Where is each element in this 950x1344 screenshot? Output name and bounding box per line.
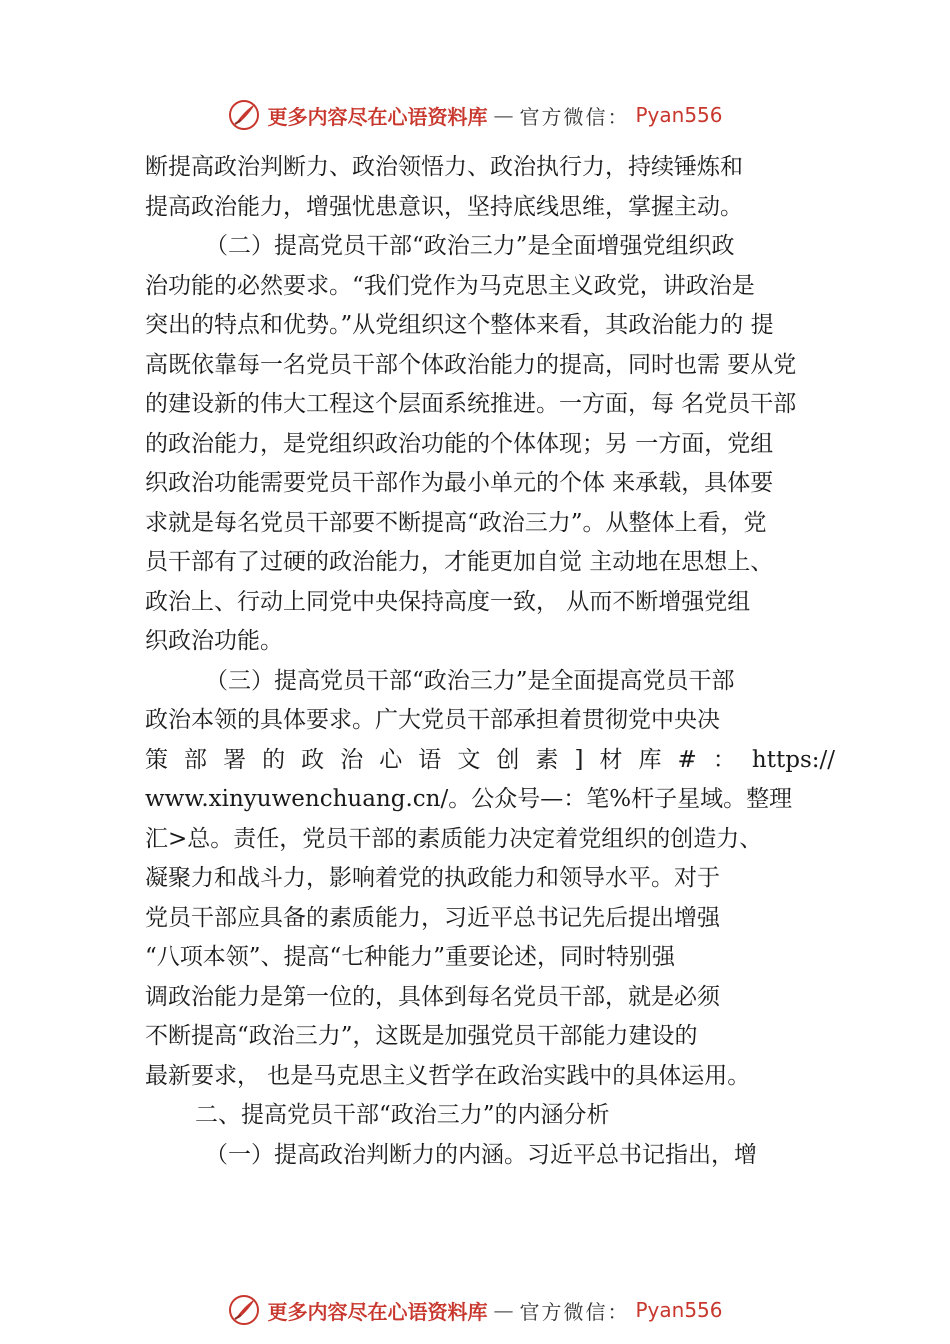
text-line: 求就是每名党员干部要不断提高“政治三力”。从整体上看，党 xyxy=(145,509,767,536)
paragraph-heading: （一）提高政治判断力的内涵。习近平总书记指出，增 xyxy=(205,1141,757,1168)
footer-banner xyxy=(0,1290,950,1330)
text-line: 最新要求， 也是马克思主义哲学在政治实践中的具体运用。 xyxy=(145,1062,751,1089)
header-brand: 更多内容尽在心语资料库 xyxy=(267,104,488,129)
text-line: 的建设新的伟大工程这个层面系统推进。一方面，每 名党员干部 xyxy=(145,391,797,417)
header-wechat-id: Pyan556 xyxy=(635,103,723,127)
text-line: 断提高政治判断力、政治领悟力、政治执行力，持续锤炼和 xyxy=(145,154,743,180)
text-line: 员干部有了过硬的政治能力，才能更加自觉 主动地在思想上、 xyxy=(145,549,774,575)
text-line: 政治上、行动上同党中央保持高度一致， 从而不断增强党组 xyxy=(145,588,751,615)
text-line: 织政治功能。 xyxy=(145,628,283,654)
paragraph-heading: （二）提高党员干部“政治三力”是全面增强党组织政 xyxy=(205,233,735,259)
footer-dash: — xyxy=(493,1298,514,1322)
document-body xyxy=(145,148,835,1175)
text-line: www.xinyuwenchuang.cn/。公众号—：笔%杆子星域。整理 xyxy=(145,786,793,812)
header-official-label: 官方微信： xyxy=(519,104,630,129)
footer-brand: 更多内容尽在心语资料库 xyxy=(267,1299,488,1324)
text-line: “八项本领”、提高“七种能力”重要论述，同时特别强 xyxy=(145,944,676,970)
text-line: 织政治功能需要党员干部作为最小单元的个体 来承载，具体要 xyxy=(145,470,774,496)
text-line: 政治本领的具体要求。广大党员干部承担着贯彻党中央决 xyxy=(145,707,720,733)
text-line: 的政治能力，是党组织政治功能的个体体现；另 一方面，党组 xyxy=(145,430,774,457)
text-line: 突出的特点和优势。”从党组织这个整体来看，其政治能力的 提 xyxy=(145,312,774,338)
text-line: 凝聚力和战斗力，影响着党的执政能力和领导水平。对于 xyxy=(145,865,720,891)
footer-official-label: 官方微信： xyxy=(519,1299,630,1324)
text-line: 治功能的必然要求。“我们党作为马克思主义政党，讲政治是 xyxy=(145,272,755,299)
paragraph-heading: （三）提高党员干部“政治三力”是全面提高党员干部 xyxy=(205,667,735,694)
section-heading: 二、提高党员干部“政治三力”的内涵分析 xyxy=(195,1102,610,1128)
text-line: 策部署的政治心语文创素]材库#：https:// xyxy=(145,746,835,773)
text-line: 汇>总。责任，党员干部的素质能力决定着党组织的创造力、 xyxy=(145,825,763,852)
text-line: 调政治能力是第一位的，具体到每名党员干部，就是必须 xyxy=(145,983,720,1010)
quill-logo-icon xyxy=(227,1293,261,1327)
footer-wechat-id: Pyan556 xyxy=(635,1298,723,1322)
text-line: 提高政治能力，增强忧患意识，坚持底线思维，掌握主动。 xyxy=(145,193,743,220)
text-line: 高既依靠每一名党员干部个体政治能力的提高，同时也需 要从党 xyxy=(145,351,797,378)
text-line: 党员干部应具备的素质能力，习近平总书记先后提出增强 xyxy=(145,904,720,931)
header-dash: — xyxy=(493,103,514,127)
quill-logo-icon xyxy=(227,98,261,132)
header-banner xyxy=(0,95,950,135)
text-line: 不断提高“政治三力”，这既是加强党员干部能力建设的 xyxy=(145,1023,698,1049)
